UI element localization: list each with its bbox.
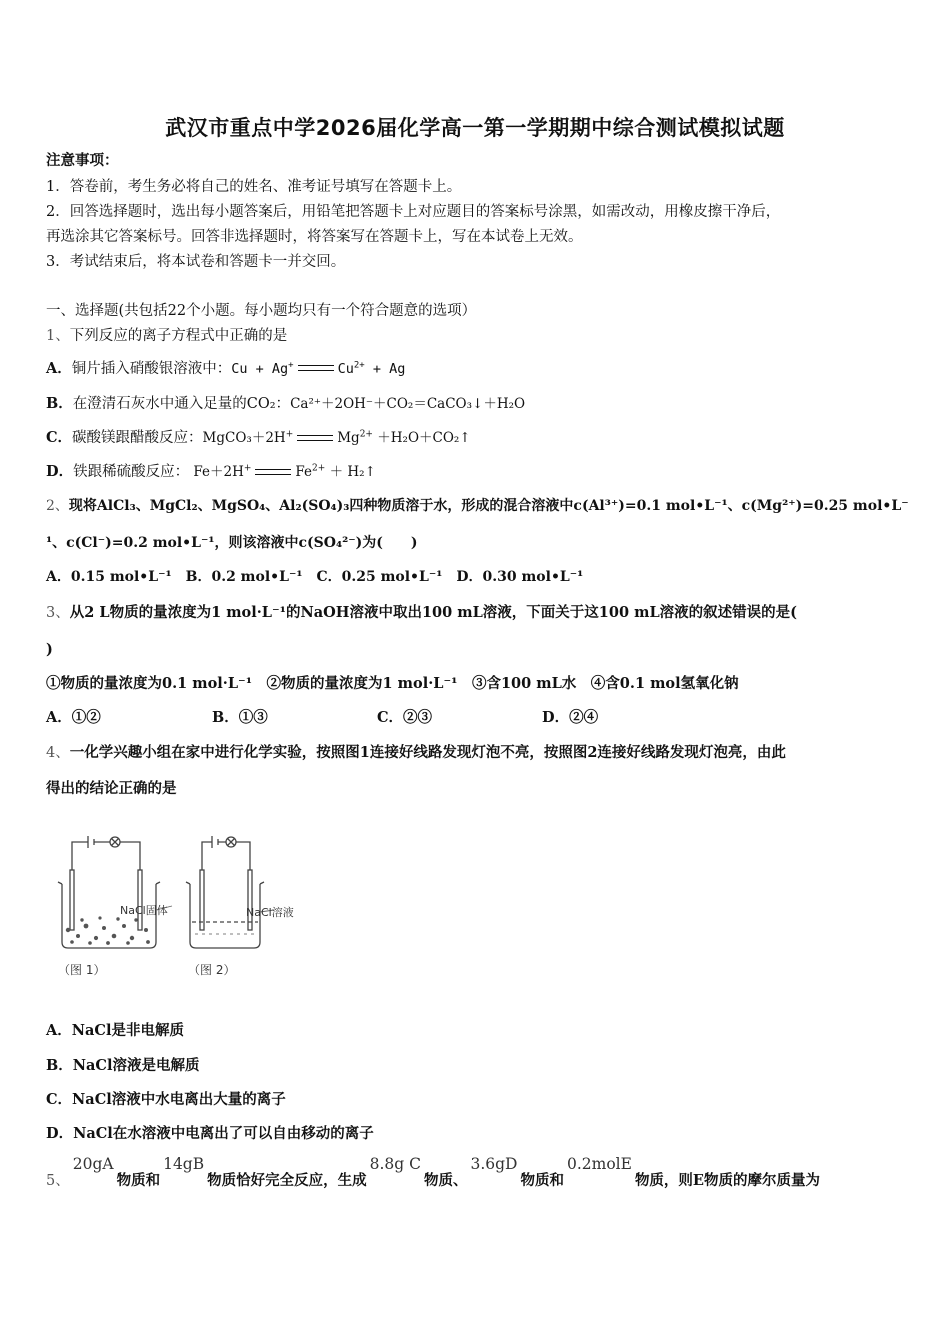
option-label: A． bbox=[46, 360, 72, 377]
question-4-option-d: D．NaCl在水溶液中电离出了可以自由移动的离子 bbox=[46, 1125, 374, 1142]
question-text: 物质、 bbox=[423, 1172, 468, 1189]
equals-sign bbox=[297, 434, 333, 444]
question-3-option-a: A．①② bbox=[46, 709, 101, 726]
notice-item: 3．考试结束后，将本试卷和答题卡一并交回。 bbox=[46, 254, 346, 270]
page-title: 武汉市重点中学2026届化学高一第一学期期中综合测试模拟试题 bbox=[165, 116, 785, 140]
formula-image-text: 3.6gD bbox=[470, 1155, 518, 1173]
question-1-option-d bbox=[46, 462, 376, 482]
equation-rhs: Cu bbox=[337, 361, 354, 377]
question-1-option-c bbox=[46, 428, 471, 448]
figure-1-label: NaCl固体 bbox=[120, 904, 168, 917]
question-text: 现将AlCl₃、MgCl₂、MgSO₄、Al₂(SO₄)₃四种物质溶于水，形成的混合溶液中c(Al³⁺)=0.1 mol•L⁻¹、c(Mg²⁺)=0.25 mol•L⁻ bbox=[68, 498, 909, 514]
question-number: 4、 bbox=[46, 745, 70, 761]
formula-image-text: 8.8g C bbox=[369, 1155, 421, 1173]
formula-image-text: 20gA bbox=[72, 1155, 114, 1173]
option-text: 在澄清石灰水中通入足量的CO₂： bbox=[72, 396, 291, 412]
figure-2-label: NaCl溶液 bbox=[246, 906, 294, 919]
formula-image-text: 0.2molE bbox=[566, 1155, 632, 1173]
option-label: B． bbox=[46, 395, 73, 412]
notice-item: 2．回答选择题时，选出每小题答案后，用铅笔把答题卡上对应题目的答案标号涂黑，如需改动，用橡皮擦干净后， bbox=[46, 204, 781, 220]
question-3-option-d: D．②④ bbox=[542, 709, 599, 726]
equation-tail: ＋H₂O＋CO₂↑ bbox=[372, 430, 471, 446]
question-text: 一化学兴趣小组在家中进行化学实验，按照图1连接好线路发现灯泡不亮，按照图2连接好线路发现灯泡亮，由此 bbox=[69, 744, 786, 761]
equation: MgCO₃＋2H+ $Mg^{2+}$ ＋H₂O＋CO₂↑ bbox=[202, 429, 471, 446]
question-3-stem-cont: ) bbox=[46, 641, 53, 658]
question-text: 从2 L物质的量浓度为1 mol·L⁻¹的NaOH溶液中取出100 mL溶液，下面关于这100 mL溶液的叙述错误的是( bbox=[69, 604, 798, 621]
question-4-option-a: A．NaCl是非电解质 bbox=[46, 1022, 184, 1039]
question-2-options: A．0.15 mol•L⁻¹ B．0.2 mol•L⁻¹ C．0.25 mol•L⁻¹ D．0.30 mol•L⁻¹ bbox=[46, 569, 584, 585]
question-3-items: ①物质的量浓度为0.1 mol·L⁻¹ ②物质的量浓度为1 mol·L⁻¹ ③含100 mL水 ④含0.1 mol氢氧化钠 bbox=[46, 675, 739, 692]
question-number: 5、 bbox=[46, 1173, 70, 1189]
equation-tail: ＋ H₂↑ bbox=[325, 464, 376, 480]
equation-rhs: Mg bbox=[337, 430, 360, 446]
notice-heading: 注意事项： bbox=[46, 152, 119, 169]
option-text: 铁跟稀硫酸反应： bbox=[73, 464, 190, 480]
equation-lhs: Fe＋2H bbox=[189, 464, 244, 480]
question-1-option-b bbox=[46, 394, 525, 414]
question-3-option-b: B．①③ bbox=[212, 709, 268, 726]
option-text: 碳酸镁跟醋酸反应： bbox=[72, 430, 203, 446]
question-4-option-b: B．NaCl溶液是电解质 bbox=[46, 1057, 200, 1074]
question-2-stem-cont: ¹、c(Cl⁻)=0.2 mol•L⁻¹，则该溶液中c(SO₄²⁻)为( ) bbox=[46, 535, 418, 551]
question-text: 物质和 bbox=[116, 1172, 161, 1189]
figure-1-caption: （图 1） bbox=[58, 963, 106, 977]
equals-sign bbox=[298, 364, 334, 374]
question-4-stem-cont: 得出的结论正确的是 bbox=[46, 780, 177, 797]
equation: Cu + Ag+ $Cu^{2+} + Ag$ bbox=[231, 360, 406, 377]
question-1-stem bbox=[46, 326, 287, 346]
figure-2-caption: （图 2） bbox=[188, 963, 236, 977]
option-label: D． bbox=[46, 463, 74, 480]
notice-item: 再选涂其它答案标号。回答非选择题时，将答案写在答题卡上，写在本试卷上无效。 bbox=[46, 229, 583, 245]
formula-image-text: 14gB bbox=[163, 1155, 205, 1173]
question-1-option-a bbox=[46, 359, 405, 379]
notice-item: 1．答卷前，考生务必将自己的姓名、准考证号填写在答题卡上。 bbox=[46, 179, 462, 195]
question-4-option-c: C．NaCl溶液中水电离出大量的离子 bbox=[46, 1091, 286, 1108]
question-4-stem bbox=[46, 743, 786, 763]
question-3-stem bbox=[46, 603, 797, 623]
equation-lhs: MgCO₃＋2H bbox=[202, 430, 286, 446]
equation-tail: + Ag bbox=[364, 361, 406, 377]
equation-rhs: Fe bbox=[295, 464, 313, 480]
figure-2-circuit bbox=[186, 836, 264, 948]
question-text: 下列反应的离子方程式中正确的是 bbox=[69, 328, 288, 344]
option-label: C． bbox=[46, 429, 73, 446]
section-heading: 一、选择题(共包括22个小题。每小题均只有一个符合题意的选项） bbox=[46, 303, 477, 319]
question-text: 物质和 bbox=[520, 1172, 564, 1189]
circuit-figure bbox=[50, 822, 320, 982]
question-number: 2、 bbox=[46, 498, 69, 514]
equation: Fe＋2H+ $Fe^{2+}$ ＋ H₂↑ bbox=[189, 463, 376, 480]
question-text: 物质，则E物质的摩尔质量为 bbox=[634, 1172, 820, 1189]
equation-lhs: Cu + Ag bbox=[231, 361, 289, 377]
equation: Ca²⁺＋2OH⁻＋CO₂＝CaCO₃↓＋H₂O bbox=[290, 396, 526, 412]
question-number: 1、 bbox=[46, 328, 70, 344]
equals-sign bbox=[255, 468, 291, 478]
question-3-option-c: C．②③ bbox=[377, 709, 433, 726]
question-2-stem bbox=[46, 496, 909, 516]
figure-1-salt bbox=[66, 916, 150, 945]
question-5-stem bbox=[46, 1155, 820, 1191]
question-number: 3、 bbox=[46, 605, 70, 621]
option-text: 铜片插入硝酸银溶液中： bbox=[71, 361, 232, 377]
question-text: 物质恰好完全反应，生成 bbox=[207, 1172, 367, 1189]
